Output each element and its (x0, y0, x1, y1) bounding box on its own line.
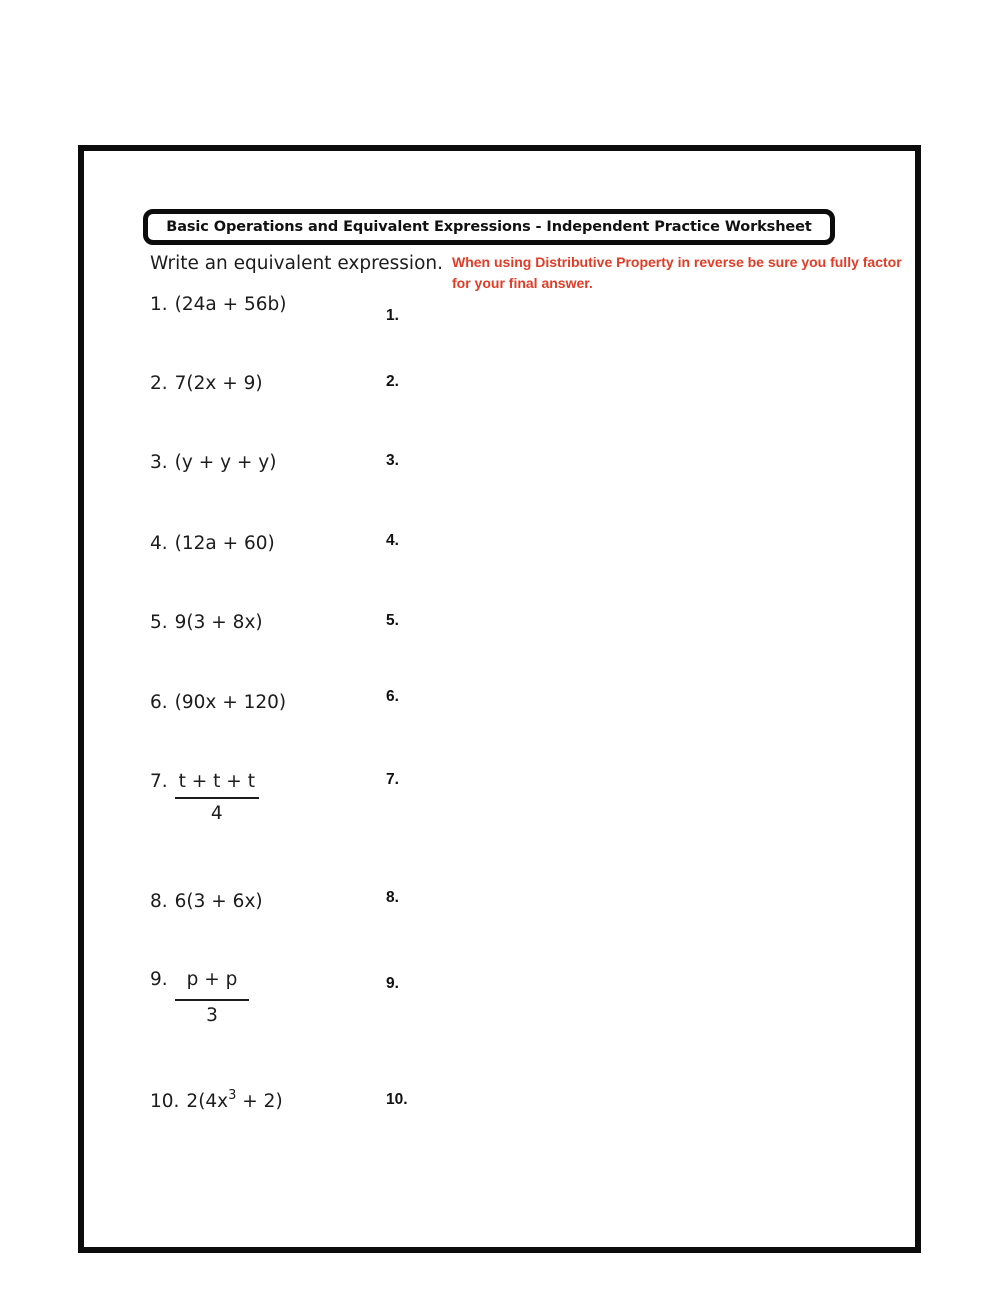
problem-7-fraction (175, 771, 259, 825)
problem-9-fraction (175, 969, 250, 1027)
problem-1-expression: (24a + 56b) (174, 294, 287, 315)
problem-7 (150, 771, 259, 825)
problem-3-number: 3. (150, 452, 168, 473)
problem-10-expression-post: + 2) (236, 1091, 283, 1112)
instruction-text: Write an equivalent expression. (150, 253, 443, 274)
answer-slot-2: 2. (386, 373, 399, 390)
problem-5 (150, 612, 263, 634)
answer-slot-7: 7. (386, 771, 399, 788)
answer-slot-8: 8. (386, 889, 399, 906)
problem-8-number: 8. (150, 891, 168, 912)
problem-1-number: 1. (150, 294, 168, 315)
problem-9-number: 9. (150, 969, 168, 990)
problem-2 (150, 373, 263, 395)
answer-slot-6: 6. (386, 688, 399, 705)
problem-7-number: 7. (150, 771, 168, 792)
answer-slot-5: 5. (386, 612, 399, 629)
problem-6-number: 6. (150, 692, 168, 713)
problem-10-number: 10. (150, 1091, 180, 1112)
teacher-note: When using Distributive Property in reverse be sure you fully factor for your final answer. (452, 254, 902, 291)
problem-4-number: 4. (150, 533, 168, 554)
problem-10 (150, 1088, 283, 1113)
problem-8-expression: 6(3 + 6x) (174, 891, 263, 912)
answer-slot-3: 3. (386, 452, 399, 469)
problem-3 (150, 452, 276, 474)
problem-8 (150, 891, 263, 913)
problem-7-denominator: 4 (210, 803, 223, 825)
problem-10-exponent: 3 (228, 1088, 237, 1103)
answer-slot-4: 4. (386, 532, 399, 549)
problem-6-expression: (90x + 120) (174, 692, 287, 713)
problem-4-expression: (12a + 60) (174, 533, 275, 554)
problem-5-expression: 9(3 + 8x) (174, 612, 263, 633)
problem-9-denominator: 3 (206, 1005, 218, 1027)
problem-9 (150, 969, 249, 1027)
problem-4 (150, 533, 275, 555)
problem-9-numerator: p + p (175, 969, 250, 1001)
answer-slot-10: 10. (386, 1091, 408, 1108)
answer-slot-1: 1. (386, 307, 399, 324)
worksheet-title-box (143, 209, 835, 245)
problem-5-number: 5. (150, 612, 168, 633)
problem-2-expression: 7(2x + 9) (174, 373, 263, 394)
problem-7-numerator: t + t + t (175, 771, 259, 799)
problem-2-number: 2. (150, 373, 168, 394)
problem-10-expression-pre: 2(4x (186, 1091, 229, 1112)
answer-slot-9: 9. (386, 975, 399, 992)
problem-6 (150, 692, 286, 714)
worksheet-title: Basic Operations and Equivalent Expressions - Independent Practice Worksheet (166, 219, 812, 235)
problem-1 (150, 294, 287, 316)
problem-3-expression: (y + y + y) (174, 452, 277, 473)
